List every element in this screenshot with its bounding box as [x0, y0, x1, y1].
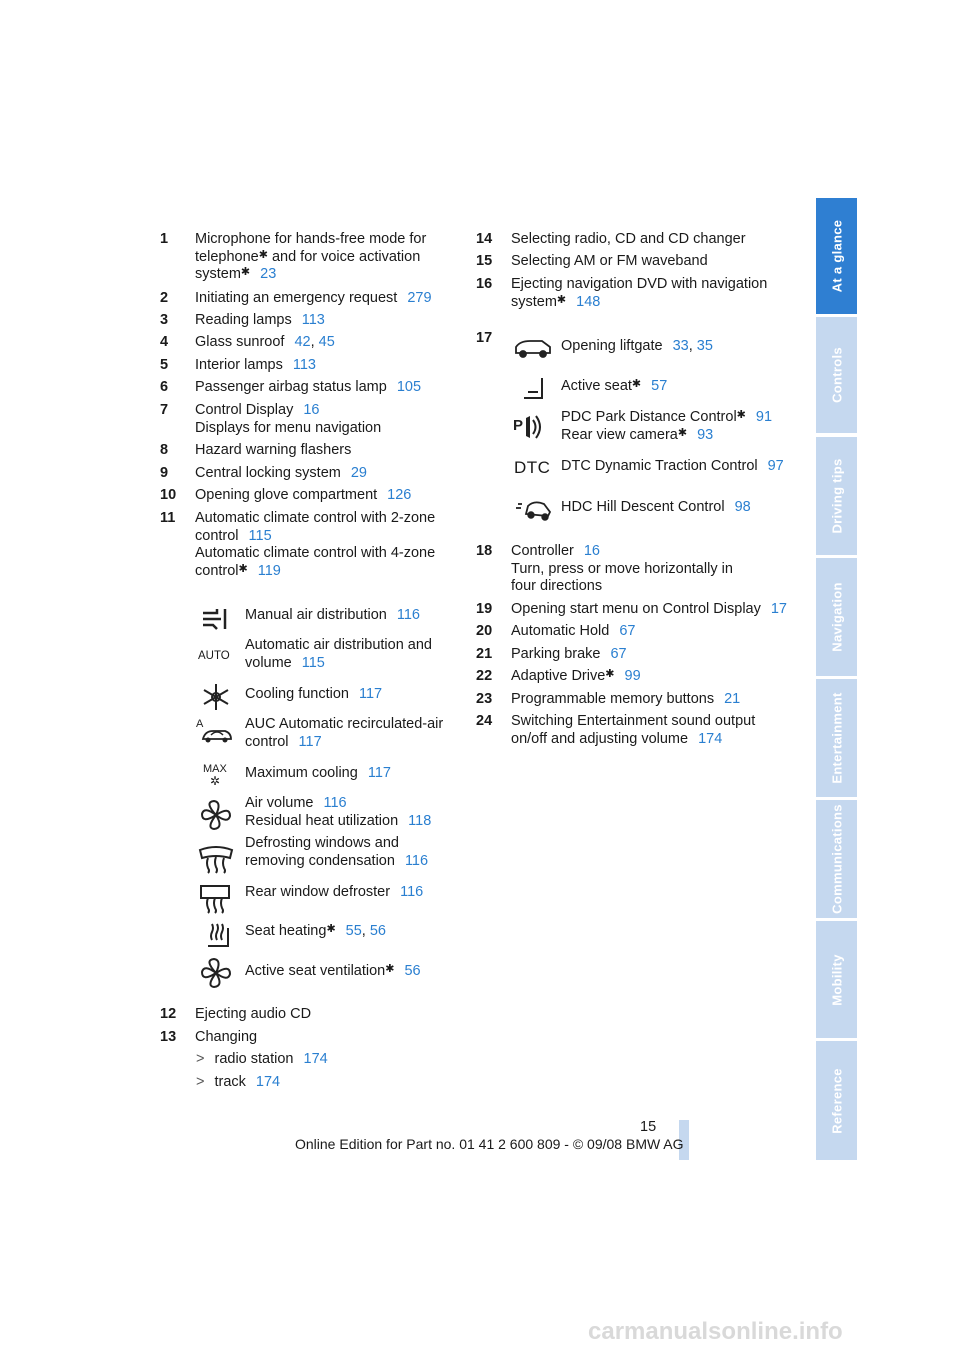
symbol-label: Active seat✱: [561, 378, 642, 394]
item-text: Opening start menu on Control Display: [511, 601, 761, 617]
item-text: Parking brake: [511, 646, 601, 662]
hdc-icon: [512, 492, 556, 526]
item-number: 14: [476, 231, 493, 247]
item-text: Opening glove compartment: [195, 487, 378, 503]
page-link[interactable]: 279: [407, 290, 432, 306]
asterisk-icon: ✱: [605, 668, 615, 680]
liftgate-icon: [512, 331, 556, 365]
item-text: Switching Entertainment sound output: [511, 713, 756, 729]
page-link[interactable]: 117: [359, 686, 383, 702]
asterisk-icon: ✱: [385, 963, 395, 975]
symbol-label: Rear window defroster: [245, 884, 391, 900]
page-link[interactable]: 105: [396, 379, 422, 395]
page-link[interactable]: 35: [696, 338, 713, 354]
item-number: 6: [160, 379, 169, 395]
item-number: 2: [160, 290, 169, 306]
auc-icon: [195, 715, 239, 749]
page-link[interactable]: 174: [303, 1051, 328, 1067]
page-link[interactable]: 17: [770, 601, 787, 617]
page-link[interactable]: 56: [369, 923, 386, 939]
symbol-label: HDC Hill Descent Control: [561, 499, 725, 515]
item-text: Glass sunroof: [195, 334, 285, 350]
item-text: control: [195, 527, 239, 544]
svg-text:A: A: [196, 718, 204, 730]
page-link[interactable]: 23: [260, 266, 277, 282]
page-link[interactable]: 126: [387, 487, 412, 503]
pdc-icon: [512, 410, 556, 444]
tab-entertainment[interactable]: Entertainment: [816, 679, 857, 797]
page-link[interactable]: 148: [576, 293, 601, 310]
symbol-label: Air volume: [245, 795, 314, 811]
page-link[interactable]: 118: [408, 812, 432, 829]
item-text: system✱: [195, 266, 251, 282]
bullet-arrow-icon: >: [196, 1074, 205, 1090]
active-seat-icon: [516, 370, 560, 404]
item-text: Turn, press or move horizontally in: [511, 560, 733, 577]
page-link[interactable]: 174: [255, 1074, 281, 1090]
asterisk-icon: ✱: [240, 266, 251, 278]
item-number: 3: [160, 312, 169, 328]
max-cooling-icon: [203, 763, 247, 797]
asterisk-icon: ✱: [258, 248, 268, 261]
item-number: 20: [476, 623, 493, 639]
svg-text:P: P: [513, 417, 524, 434]
item-text: Automatic climate control with 4-zone: [195, 545, 436, 561]
asterisk-icon: ✱: [556, 293, 567, 306]
tab-at-a-glance[interactable]: At a glance: [816, 198, 857, 314]
tab-reference[interactable]: Reference: [816, 1041, 857, 1160]
page-link[interactable]: 91: [755, 409, 773, 425]
item-number: 16: [476, 276, 493, 292]
page-link[interactable]: 16: [583, 543, 600, 559]
symbol-label: control: [245, 733, 289, 750]
page-link[interactable]: 33: [672, 338, 689, 354]
item-text: Initiating an emergency request: [195, 290, 398, 306]
symbol-label: volume: [245, 654, 292, 671]
item-text: track: [214, 1074, 246, 1090]
seat-heating-icon: [198, 918, 242, 952]
item-number: 17: [476, 330, 493, 346]
item-number: 8: [160, 442, 169, 458]
item-number: 10: [160, 487, 177, 503]
asterisk-icon: ✱: [677, 426, 688, 439]
symbol-label: Seat heating✱: [245, 923, 336, 939]
page-number: 15: [640, 1119, 657, 1135]
symbol-label: Active seat ventilation✱: [245, 963, 395, 979]
item-number: 22: [476, 668, 493, 684]
page-link[interactable]: 116: [396, 607, 420, 623]
page-link[interactable]: 45: [318, 334, 335, 350]
page-link[interactable]: 55: [345, 923, 362, 939]
page-link[interactable]: 21: [724, 691, 741, 707]
item-text: Control Display: [195, 402, 294, 418]
page-link[interactable]: 116: [404, 852, 429, 869]
symbol-label: Rear view camera✱: [561, 426, 688, 443]
symbol-label: Residual heat utilization: [245, 812, 399, 829]
tab-communications[interactable]: Communications: [816, 800, 857, 918]
page-link[interactable]: 113: [301, 312, 325, 328]
tab-driving-tips[interactable]: Driving tips: [816, 437, 857, 555]
item-text: Programmable memory buttons: [511, 691, 715, 707]
item-number: 23: [476, 691, 493, 707]
seat-ventilation-icon: [196, 956, 240, 990]
climate-symbol-table: Manual air distribution 116 AUTO Automatic air distribution and volume 115 Cooling function 117 A AUC Automatic recirculated-air control 117 MAX ✲ Maximum cooling 117 Air volume 116 Residual heat utilization 118 Defrosting windows and removing condensation 116 Rear window defroster 116 Seat heating✱ 55, 56 Active seat ventilation✱ 56: [190, 600, 460, 1000]
item-text: Reading lamps: [195, 312, 292, 328]
auto-icon: AUTO: [198, 650, 230, 662]
page-link[interactable]: 98: [734, 499, 751, 515]
item-number: 21: [476, 646, 493, 662]
page-link[interactable]: 93: [697, 426, 714, 443]
page-link[interactable]: 117: [298, 733, 322, 750]
item-text: Ejecting navigation DVD with navigation: [511, 276, 768, 292]
symbol-label: Maximum cooling: [245, 765, 358, 781]
item-text: Central locking system: [195, 465, 341, 481]
item-text: system✱: [511, 293, 567, 310]
page-link[interactable]: 116: [323, 795, 347, 811]
symbol-label: Opening liftgate: [561, 338, 663, 354]
item-text: Microphone for hands-free mode for: [195, 231, 427, 247]
page-link[interactable]: 42: [294, 334, 311, 350]
item-text: Changing: [195, 1029, 258, 1045]
item-number: 24: [476, 713, 493, 729]
page-link[interactable]: 57: [651, 378, 668, 394]
symbol-label: removing condensation: [245, 852, 395, 869]
item-text: Automatic Hold: [511, 623, 610, 639]
page-link[interactable]: 67: [610, 646, 627, 662]
item-number: 18: [476, 543, 493, 559]
page-link[interactable]: 117: [367, 765, 391, 781]
page-link[interactable]: 115: [301, 654, 325, 671]
symbol-label: DTC Dynamic Traction Control: [561, 458, 758, 474]
tab-mobility[interactable]: Mobility: [816, 921, 857, 1038]
cooling-icon: [196, 680, 240, 714]
asterisk-icon: ✱: [736, 409, 746, 421]
dtc-icon: DTC: [514, 458, 551, 477]
page-link[interactable]: 67: [619, 623, 636, 639]
item-number: 12: [160, 1006, 177, 1022]
item-text: Selecting AM or FM waveband: [511, 253, 708, 269]
asterisk-icon: ✱: [631, 378, 642, 390]
item-subtext: Displays for menu navigation: [195, 419, 382, 436]
symbol-label: AUC Automatic recirculated-air: [245, 716, 444, 732]
right-column: 14 Selecting radio, CD and CD changer 15 Selecting AM or FM waveband 16 Ejecting navigation DVD with navigation system✱ 148 17 Opening liftgate 33, 35 Active seat✱ 57 P PDC Park Distance Control✱ 91 Rear view camera✱ 93 DTC DTC Dynamic Traction Control 97 HDC Hill Descent Control 98 18 Controller 16 Turn, press or move horizontally in four directions 19 Opening start menu on Control Display 17 20 Automatic Hold 67 21 Parking brake 67 22 Adaptive Drive✱ 99 23 Programmable memory buttons 21 24 Switching Entertainment sound output on/off and adjusting volume 174: [476, 231, 787, 747]
page-link[interactable]: 99: [624, 668, 641, 684]
item-text: Adaptive Drive✱: [511, 668, 615, 684]
item-text: radio station: [214, 1051, 294, 1067]
item-number: 7: [160, 402, 169, 418]
item-number: 4: [160, 334, 169, 350]
item-text: Selecting radio, CD and CD changer: [511, 231, 746, 247]
symbol-label: Defrosting windows and: [245, 835, 399, 851]
windshield-defrost-icon: [196, 840, 240, 874]
bullet-arrow-icon: >: [196, 1051, 205, 1067]
item-text: Controller: [511, 543, 574, 559]
item-text: control: [195, 562, 239, 579]
sub-item: [196, 1051, 328, 1069]
page-link[interactable]: 116: [400, 884, 424, 900]
item-number: 5: [160, 357, 169, 373]
item-number: 19: [476, 601, 493, 617]
asterisk-icon: ✱: [326, 923, 336, 935]
item-number: 1: [160, 231, 169, 247]
footer-text: Online Edition for Part no. 01 41 2 600 809 - © 09/08 BMW AG: [295, 1136, 684, 1152]
page-link[interactable]: 56: [404, 963, 421, 979]
item-text: Ejecting audio CD: [195, 1006, 312, 1022]
item-text: Interior lamps: [195, 357, 283, 373]
page-link[interactable]: 113: [292, 357, 316, 373]
page-link[interactable]: 115: [248, 527, 272, 544]
fan-icon: [196, 798, 240, 832]
rear-defrost-icon: [196, 880, 240, 914]
item-number: 9: [160, 465, 169, 481]
symbol-label: PDC Park Distance Control✱: [561, 409, 746, 425]
symbol-label: Cooling function: [245, 686, 349, 702]
left-column: 1 Microphone for hands-free mode for telephone✱ and for voice activation system✱ 23 2 Initiating an emergency request 279 3 Reading lamps 113 4 Glass sunroof 42, 45 5 Interior lamps 113 6 Passenger airbag status lamp 105 7 Control Display 16 Displays for menu navigation 8 Hazard warning flashers 9 Central locking system 29 10 Opening glove compartment 126 11 Automatic climate control with 2-zone control 115 Automatic climate control with 4-zone control✱ 119: [160, 231, 436, 579]
page-link[interactable]: 97: [767, 458, 784, 474]
page-link[interactable]: 16: [303, 402, 320, 418]
tab-navigation[interactable]: Navigation: [816, 558, 857, 676]
snowflake-icon: ✲: [210, 774, 221, 788]
item-text: four directions: [511, 578, 603, 594]
item-number: 11: [160, 510, 176, 526]
symbol-label: Automatic air distribution and: [245, 637, 432, 653]
watermark: carmanualsonline.info: [588, 1318, 843, 1345]
sub-item: [196, 1074, 280, 1092]
page-link[interactable]: 119: [257, 562, 281, 579]
item-number: 13: [160, 1029, 177, 1045]
asterisk-icon: ✱: [238, 562, 248, 575]
page-link[interactable]: 174: [698, 730, 723, 747]
max-label: MAX: [203, 763, 227, 775]
item-text: Hazard warning flashers: [195, 442, 352, 458]
symbol-label: Manual air distribution: [245, 607, 387, 623]
manual-air-distribution-icon: [195, 603, 239, 637]
item-text: Automatic climate control with 2-zone: [195, 510, 436, 526]
page-link[interactable]: 29: [350, 465, 367, 481]
tab-controls[interactable]: Controls: [816, 317, 857, 433]
item-number: 15: [476, 253, 493, 269]
item-text: on/off and adjusting volume: [511, 730, 689, 747]
item-text: telephone✱ and for voice activation: [195, 248, 421, 265]
item-text: Passenger airbag status lamp: [195, 379, 387, 395]
